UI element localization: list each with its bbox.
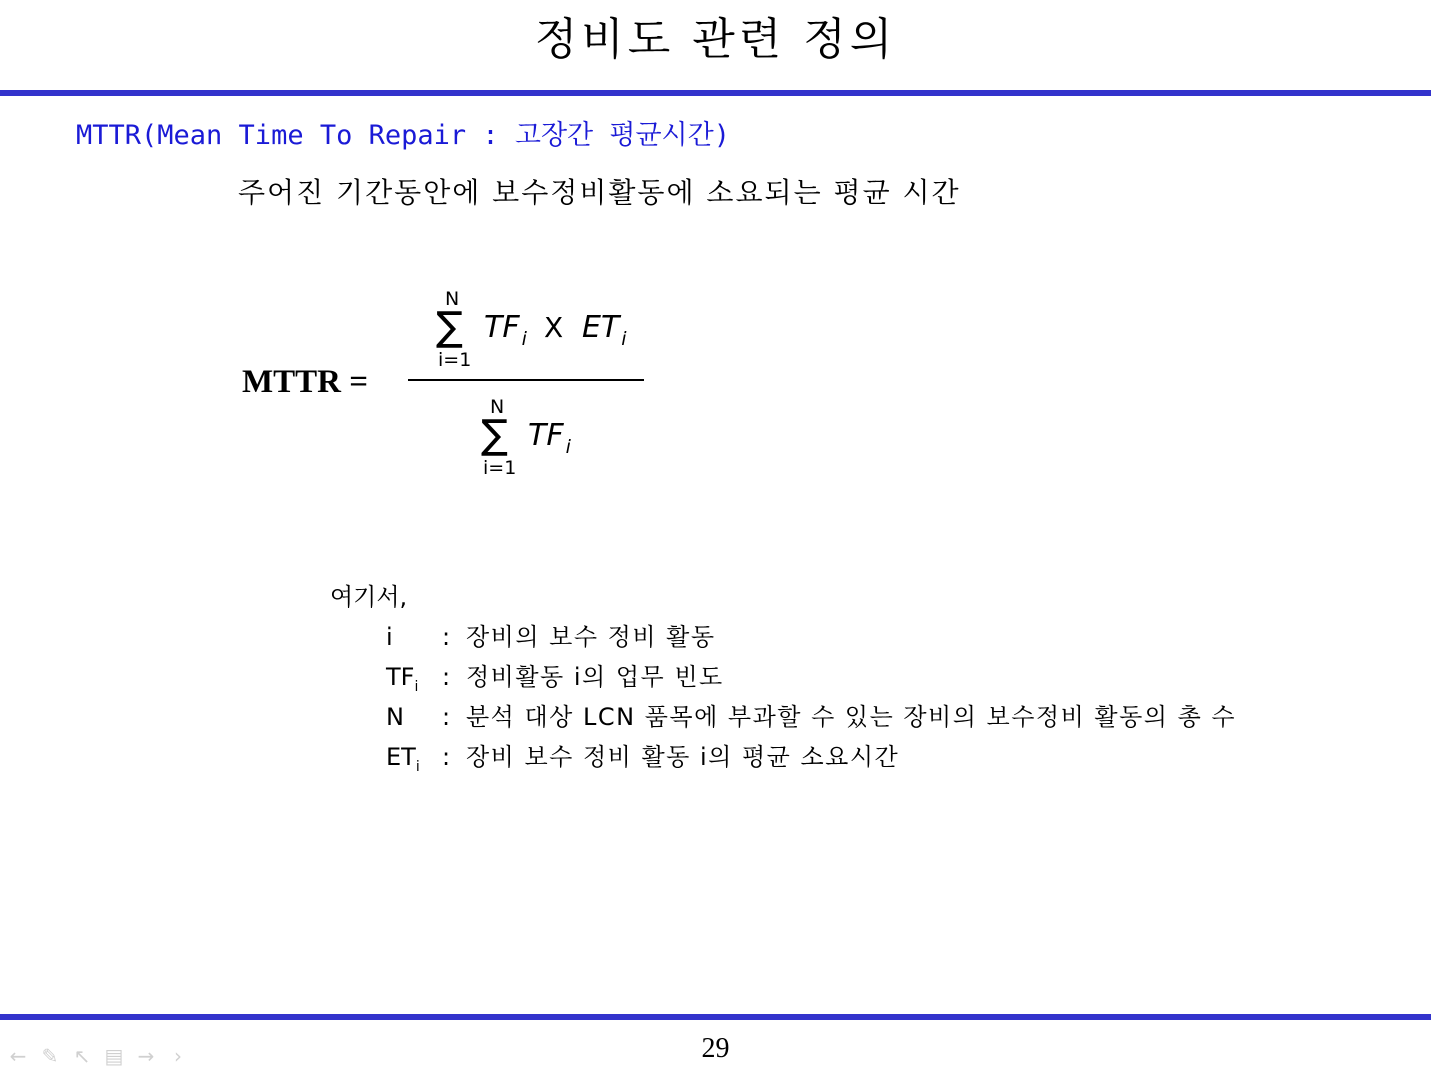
slide-nav xyxy=(6,1044,190,1068)
legend-symbol: $TF_i$ xyxy=(386,663,419,695)
page-number: 29 xyxy=(701,1033,730,1064)
legend-description: 장비 보수 정비 활동 i의 평균 소요시간 xyxy=(466,743,900,771)
bottom-rule xyxy=(0,1014,1431,1020)
denominator-sigma-icon: ∑ xyxy=(481,412,508,458)
legend-colon: : xyxy=(442,663,451,691)
legend-colon: : xyxy=(442,703,451,731)
tf-subscript: i xyxy=(565,436,571,458)
tf-symbol: TF xyxy=(528,418,564,453)
numerator-sum-lower: i=1 xyxy=(438,349,472,371)
legend-intro: 여기서, xyxy=(330,583,408,611)
legend-colon: : xyxy=(442,623,451,651)
denominator-term-tf xyxy=(528,418,571,465)
pointer-icon[interactable]: ↖ xyxy=(73,1044,91,1068)
legend-symbol: N xyxy=(386,703,404,731)
pen-icon[interactable]: ✎ xyxy=(41,1044,59,1068)
legend-symbol: $ET_i$ xyxy=(386,743,420,775)
arrow-left-icon[interactable]: ← xyxy=(9,1044,27,1068)
tf-symbol: TF xyxy=(484,310,520,345)
top-rule xyxy=(0,90,1431,96)
legend-row xyxy=(386,622,716,662)
formula-label: MTTR = xyxy=(242,364,369,400)
legend-row xyxy=(386,702,1236,742)
legend-row xyxy=(386,742,899,782)
section-heading: MTTR(Mean Time To Repair : 고장간 평균시간) xyxy=(76,120,730,151)
fraction-line xyxy=(408,379,644,381)
numerator-sigma-icon: ∑ xyxy=(436,304,463,350)
notes-icon[interactable]: ▤ xyxy=(104,1044,124,1068)
slide-title: 정비도 관련 정의 xyxy=(534,14,897,65)
legend-description: 정비활동 i의 업무 빈도 xyxy=(466,663,724,691)
tf-subscript: i xyxy=(521,328,527,350)
numerator-operator: X xyxy=(544,311,564,344)
legend-colon: : xyxy=(442,743,451,771)
numerator-term-tf xyxy=(484,310,527,357)
numerator-sum-upper: N xyxy=(445,288,460,310)
et-symbol: ET xyxy=(582,310,620,345)
arrow-right-icon[interactable]: → xyxy=(137,1044,155,1068)
legend-description: 분석 대상 LCN 품목에 부과할 수 있는 장비의 보수정비 활동의 총 수 xyxy=(466,703,1237,731)
numerator-term-et xyxy=(582,310,627,357)
denominator-sum-lower: i=1 xyxy=(483,457,517,479)
legend-description: 장비의 보수 정비 활동 xyxy=(466,623,716,651)
legend-row xyxy=(386,662,724,702)
denominator-sum-upper: N xyxy=(490,396,505,418)
legend-symbol: i xyxy=(386,623,393,651)
chevron-right-icon[interactable]: › xyxy=(174,1044,182,1068)
et-subscript: i xyxy=(621,328,627,350)
definition-text: 주어진 기간동안에 보수정비활동에 소요되는 평균 시간 xyxy=(238,176,961,209)
